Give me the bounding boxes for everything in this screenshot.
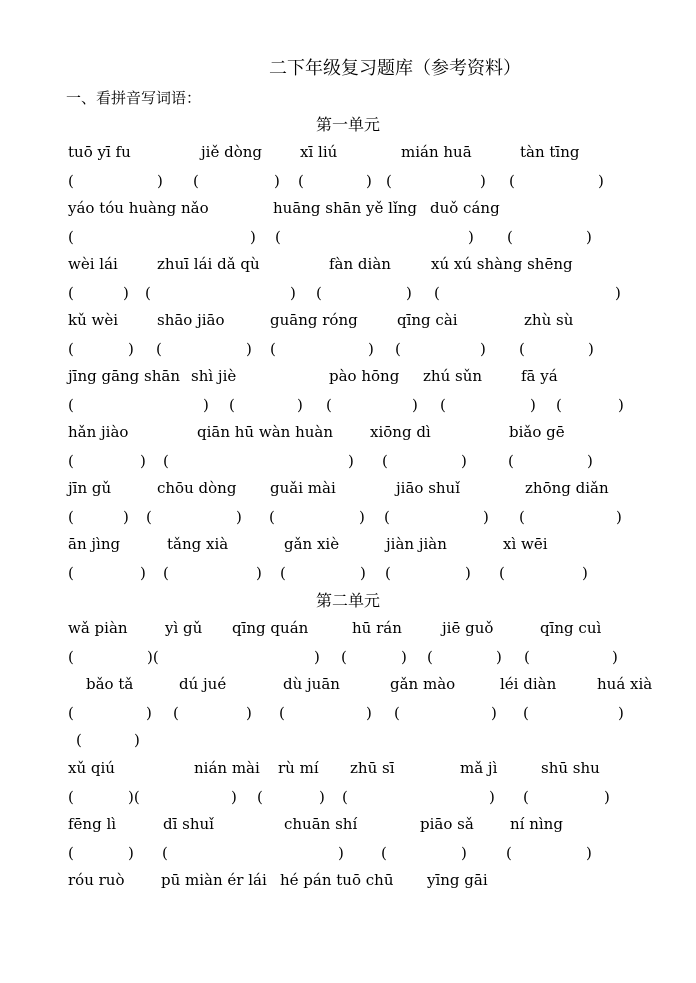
answer-blank-bracket: ( (280, 564, 286, 582)
pinyin-word: fàn diàn (329, 255, 391, 273)
answer-blank-bracket: ) (530, 396, 536, 414)
answer-blank-bracket: ) (587, 452, 593, 470)
answer-blank-bracket: ) (338, 844, 344, 862)
pinyin-word: kǔ wèi (68, 311, 119, 329)
pinyin-word: shū shu (541, 759, 600, 777)
answer-blank-bracket: ) (461, 844, 467, 862)
answer-blank-bracket: ( (326, 396, 332, 414)
answer-blank-bracket: ( (341, 648, 347, 666)
pinyin-word: huāng shān yě lǐng (273, 199, 418, 217)
answer-blank-row (68, 451, 628, 471)
answer-blank-bracket: ) (140, 564, 146, 582)
pinyin-word: chuān shí (284, 815, 358, 833)
pinyin-row (68, 422, 628, 442)
answer-blank-bracket: ( (523, 704, 529, 722)
pinyin-word: mǎ jì (460, 759, 498, 777)
answer-blank-row (68, 507, 628, 527)
pinyin-word: xī liú (300, 143, 338, 161)
answer-blank-bracket: ) (128, 844, 134, 862)
page-title: 二下年级复习题库（参考资料） (269, 58, 521, 79)
pinyin-row (68, 310, 628, 330)
pinyin-word: jīng gāng shān (68, 367, 181, 385)
pinyin-word: gǎn xiè (284, 535, 340, 553)
pinyin-row (68, 142, 628, 162)
pinyin-word: ní nìng (510, 815, 563, 833)
pinyin-word: jiě dòng (201, 143, 262, 161)
answer-blank-bracket: ) (496, 648, 502, 666)
answer-blank-bracket: ) (231, 788, 237, 806)
answer-blank-bracket: ) (618, 396, 624, 414)
answer-blank-bracket: ( (68, 396, 74, 414)
answer-blank-bracket: ) (616, 508, 622, 526)
answer-blank-bracket: ( (519, 508, 525, 526)
answer-blank-bracket: ( (519, 340, 525, 358)
pinyin-word: mián huā (401, 143, 472, 161)
pinyin-word: zhuī lái dǎ qù (157, 255, 260, 273)
answer-blank-row (68, 227, 628, 247)
answer-blank-bracket: ( (395, 340, 401, 358)
pinyin-word: bǎo tǎ (86, 675, 134, 693)
pinyin-word: xì wēi (503, 535, 548, 553)
answer-blank-bracket: ) (297, 396, 303, 414)
answer-blank-bracket: ( (146, 508, 152, 526)
pinyin-word: xǔ qiú (68, 759, 115, 777)
answer-blank-bracket: ) (140, 452, 146, 470)
pinyin-word: huá xià (597, 675, 653, 693)
answer-blank-bracket: ( (193, 172, 199, 190)
answer-blank-bracket: ) (586, 844, 592, 862)
answer-blank-row (68, 283, 628, 303)
answer-blank-row (68, 703, 628, 723)
answer-blank-bracket: ) (360, 564, 366, 582)
answer-blank-bracket: ) (604, 788, 610, 806)
pinyin-word: piāo sǎ (420, 815, 474, 833)
pinyin-word: hé pán tuō chū (280, 871, 394, 889)
answer-blank-row (68, 647, 628, 667)
pinyin-word: zhōng diǎn (525, 479, 609, 497)
pinyin-word: xú xú shàng shēng (431, 255, 573, 273)
answer-blank-bracket: ) (134, 731, 140, 749)
answer-blank-bracket: ) (368, 340, 374, 358)
answer-blank-bracket: ) (250, 228, 256, 246)
answer-blank-bracket: ) (123, 508, 129, 526)
pinyin-word: rù mí (278, 759, 319, 777)
pinyin-row (68, 674, 653, 694)
pinyin-row (68, 814, 628, 834)
answer-blank-row (68, 395, 628, 415)
answer-blank-bracket: ) (157, 172, 163, 190)
answer-blank-bracket: ( (68, 452, 74, 470)
answer-blank-bracket: ) (203, 396, 209, 414)
pinyin-word: nián mài (194, 759, 260, 777)
pinyin-word: gǎn mào (390, 675, 456, 693)
answer-blank-row (68, 171, 628, 191)
pinyin-word: jiàn jiàn (386, 535, 447, 553)
pinyin-word: jīn gǔ (68, 479, 112, 497)
answer-blank-bracket: ( (257, 788, 263, 806)
answer-blank-bracket: ( (386, 172, 392, 190)
answer-blank-bracket: ) (366, 172, 372, 190)
answer-blank-bracket: ) (348, 452, 354, 470)
answer-blank-bracket: ( (440, 396, 446, 414)
pinyin-word: léi diàn (500, 675, 557, 693)
answer-blank-bracket: ) (290, 284, 296, 302)
pinyin-word: fā yá (521, 367, 558, 385)
pinyin-row (68, 478, 628, 498)
answer-blank-bracket: ) (412, 396, 418, 414)
answer-blank-bracket: ( (524, 648, 530, 666)
answer-blank-bracket: ) (598, 172, 604, 190)
answer-blank-row (68, 843, 628, 863)
answer-blank-bracket: ) (461, 452, 467, 470)
pinyin-word: wèi lái (68, 255, 118, 273)
answer-blank-bracket: ( (381, 844, 387, 862)
pinyin-word: jiē guǒ (442, 619, 494, 637)
answer-blank-bracket: ) (314, 648, 320, 666)
answer-blank-bracket: ( (68, 172, 74, 190)
pinyin-word: guāng róng (270, 311, 358, 329)
answer-blank-bracket: ) (128, 340, 134, 358)
pinyin-word: wǎ piàn (68, 619, 128, 637)
answer-blank-bracket: ( (342, 788, 348, 806)
answer-blank-bracket: ( (68, 284, 74, 302)
answer-blank-bracket: ) (146, 704, 152, 722)
answer-blank-bracket: ( (68, 508, 74, 526)
pinyin-word: dú jué (179, 675, 227, 693)
pinyin-row (68, 758, 628, 778)
pinyin-word: zhú sǔn (423, 367, 483, 385)
answer-blank-bracket: ( (269, 508, 275, 526)
pinyin-word: xiōng dì (370, 423, 431, 441)
answer-blank-bracket: ) (489, 788, 495, 806)
pinyin-word: pào hōng (329, 367, 400, 385)
answer-blank-row (68, 787, 628, 807)
pinyin-word: qīng quán (232, 619, 309, 637)
pinyin-word: fēng lì (68, 815, 117, 833)
answer-blank-bracket: ( (298, 172, 304, 190)
answer-blank-bracket: ( (68, 704, 74, 722)
answer-blank-bracket: ) (359, 508, 365, 526)
answer-blank-bracket: ) (468, 228, 474, 246)
answer-blank-bracket: ( (173, 704, 179, 722)
answer-blank-bracket: ( (68, 648, 74, 666)
answer-blank-bracket: ( (68, 340, 74, 358)
answer-blank-bracket: ) (480, 172, 486, 190)
pinyin-word: chōu dòng (157, 479, 237, 497)
answer-blank-bracket: ) (582, 564, 588, 582)
answer-blank-bracket: ( (68, 844, 74, 862)
answer-blank-bracket: ) (246, 704, 252, 722)
answer-blank-bracket: ) (618, 704, 624, 722)
answer-blank-bracket: ( (163, 564, 169, 582)
answer-blank-bracket: ( (384, 508, 390, 526)
answer-blank-bracket: ( (76, 731, 82, 749)
answer-blank-bracket: ) (246, 340, 252, 358)
answer-blank-bracket: ( (229, 396, 235, 414)
answer-blank-bracket: ( (506, 844, 512, 862)
pinyin-word: tǎng xià (167, 535, 229, 553)
answer-blank-bracket: ) (480, 340, 486, 358)
unit-heading: 第一单元 (315, 115, 380, 134)
answer-blank-bracket: ( (507, 228, 513, 246)
answer-blank-bracket: ) (615, 284, 621, 302)
answer-blank-bracket: ( (427, 648, 433, 666)
answer-blank-bracket: ( (156, 340, 162, 358)
answer-blank-bracket: ) (588, 340, 594, 358)
pinyin-word: pū miàn ér lái (161, 871, 267, 889)
pinyin-word: ān jìng (68, 535, 121, 553)
answer-blank-bracket: ) (319, 788, 325, 806)
pinyin-word: tàn tīng (520, 143, 580, 161)
pinyin-row (68, 534, 628, 554)
answer-blank-bracket: ( (68, 564, 74, 582)
section-heading: 一、看拼音写词语： (66, 89, 202, 107)
answer-blank-row (68, 339, 628, 359)
pinyin-word: tuō yī fu (68, 143, 131, 161)
pinyin-word: dī shuǐ (163, 815, 214, 833)
pinyin-row (68, 870, 628, 890)
pinyin-row (68, 254, 628, 274)
pinyin-word: shāo jiāo (157, 311, 225, 329)
pinyin-word: zhū sī (350, 759, 395, 777)
answer-blank-bracket: ) (401, 648, 407, 666)
answer-blank-bracket: ( (499, 564, 505, 582)
pinyin-word: qiān hū wàn huàn (197, 423, 333, 441)
pinyin-word: hū rán (352, 619, 402, 637)
answer-blank-bracket: ( (275, 228, 281, 246)
answer-blank-bracket: ( (556, 396, 562, 414)
pinyin-word: róu ruò (68, 871, 125, 889)
answer-blank-bracket: ( (162, 844, 168, 862)
answer-blank-bracket: ) (256, 564, 262, 582)
answer-blank-bracket: ) (612, 648, 618, 666)
pinyin-word: yīng gāi (427, 871, 488, 889)
pinyin-word: dù juān (283, 675, 340, 693)
answer-blank-bracket: ( (163, 452, 169, 470)
answer-blank-bracket: ( (382, 452, 388, 470)
answer-blank-bracket: ( (508, 452, 514, 470)
answer-blank-row (68, 563, 628, 583)
pinyin-word: yáo tóu huàng nǎo (68, 199, 209, 217)
answer-blank-bracket: ) (483, 508, 489, 526)
answer-blank-bracket: ) (465, 564, 471, 582)
answer-blank-bracket: ) (274, 172, 280, 190)
answer-blank-bracket: ) (366, 704, 372, 722)
answer-blank-bracket: ( (270, 340, 276, 358)
pinyin-word: biǎo gē (509, 423, 565, 441)
pinyin-word: shì jiè (191, 367, 237, 385)
answer-blank-bracket: ( (434, 284, 440, 302)
answer-blank-bracket: ) (123, 284, 129, 302)
answer-blank-bracket: ) (586, 228, 592, 246)
answer-blank-bracket: ( (523, 788, 529, 806)
pinyin-word: jiāo shuǐ (396, 479, 461, 497)
answer-blank-bracket: ( (509, 172, 515, 190)
pinyin-word: yì gǔ (165, 619, 203, 637)
pinyin-word: hǎn jiào (68, 423, 129, 441)
answer-blank-bracket: ) (406, 284, 412, 302)
answer-blank-bracket: )( (147, 648, 159, 666)
pinyin-word: qīng cuì (540, 619, 602, 637)
answer-blank-bracket: ( (385, 564, 391, 582)
answer-blank-bracket: ( (145, 284, 151, 302)
answer-blank-bracket: ( (279, 704, 285, 722)
answer-blank-bracket: ) (236, 508, 242, 526)
answer-blank-bracket: ) (491, 704, 497, 722)
answer-blank-bracket: ( (316, 284, 322, 302)
answer-blank-bracket: ( (68, 228, 74, 246)
unit-heading: 第二单元 (315, 591, 380, 610)
pinyin-word: guǎi mài (270, 479, 336, 497)
pinyin-row (68, 198, 628, 218)
answer-blank-bracket: ( (394, 704, 400, 722)
pinyin-word: zhù sù (524, 311, 574, 329)
pinyin-row (68, 366, 628, 386)
pinyin-word: duǒ cáng (430, 199, 500, 217)
pinyin-word: qīng cài (397, 311, 458, 329)
pinyin-row (68, 618, 628, 638)
answer-blank-bracket: )( (128, 788, 140, 806)
answer-blank-bracket: ( (68, 788, 74, 806)
answer-blank-row (68, 730, 628, 750)
